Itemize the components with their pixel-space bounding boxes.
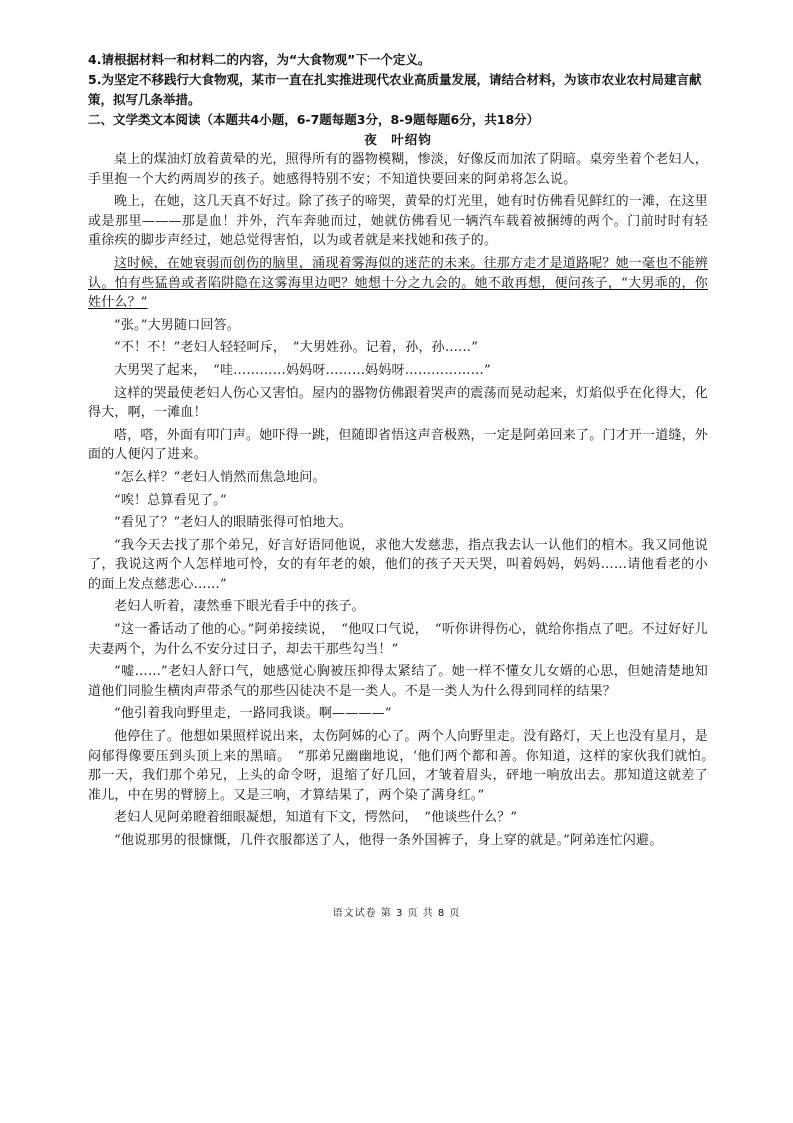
story-paragraph: 老妇人见阿弟瞪着细眼凝想，知道有下文，愕然问， “他谈些什么？”: [114, 810, 518, 826]
story-title: 夜 叶绍钧: [364, 132, 432, 147]
story-paragraph: “不！不！”老妇人轻轻呵斥， “大男姓孙。记着，孙，孙……”: [114, 340, 479, 356]
story-paragraph: “我今天去找了那个弟兄，好言好语同他说，求他大发慈悲，指点我去认一认他们的棺木。我又同他说了，我说这两个人怎样地可怜，女的有年老的娘，他们的孩子天天哭，叫着妈妈，妈妈……请他看老的小的面上发点慈悲心……”: [88, 537, 708, 592]
story-body: [88, 150, 722, 851]
story-paragraph: 他停住了。他想如果照样说出来，太伤阿姊的心了。两个人向野里走。没有路灯，天上也没有星月，是闷郁得像要压到头顶上来的黑暗。 “那弟兄幽幽地说，‘他们两个都和善。你知道，这样的家伙我们就怕。 那一天，我们那个弟兄，上头的命令呀，退缩了好几回，才皱着眉头，砰地一响放出去。那知道这就差了准儿，中在男的臂膀上。又是三响，才算结果了，两个染了满身红。”: [88, 729, 722, 803]
story-paragraph: “嘘……”老妇人舒口气，她感觉心胸被压抑得太紧结了。她一样不懂女儿女婿的心思，但她清楚地知道他们同脸生横肉声带杀气的那些囚徒决不是一类人。不是一类人为什么得到同样的结果？: [88, 664, 708, 699]
story-paragraph: “这一番话动了他的心。”阿弟接续说， “他叹口气说， “听你讲得伤心，就给你指点了吧。不过好好儿夫妻两个，为什么不安分过日子，却去干那些勾当！”: [88, 622, 708, 657]
story-paragraph: 这样的哭最使老妇人伤心又害怕。屋内的器物仿佛跟着哭声的震荡而晃动起来，灯焰似乎在化得大，化得大，啊，一滩血！: [88, 385, 709, 421]
story-paragraph: 嗒，嗒，外面有叩门声。她吓得一跳，但随即省悟这声音极熟，一定是阿弟回来了。门才开一道缝，外面的人便闪了进来。: [88, 427, 709, 463]
question-5: 5.为坚定不移践行大食物观，某市一直在扎实推进现代农业高质量发展，请结合材料，为该市农业农村局建言献策，拟写几条举措。: [88, 72, 702, 107]
question-4: 4.请根据材料一和材料二的内容，为“大食物观”下一个定义。: [88, 52, 431, 67]
story-paragraph: “看见了？”老妇人的眼睛张得可怕地大。: [114, 515, 353, 531]
story-paragraph: 晚上，在她，这几天真不好过。除了孩子的啼哭，黄晕的灯光里，她有时仿佛看见鲜红的一滩，在这里或是那里———那是血！并外，汽车奔驰而过，她就仿佛看见一辆汽车载着被捆缚的两个。门前时时有轻重徐疾的脚步声经过，她总觉得害怕，以为或者就是来找她和孩子的。: [88, 194, 709, 249]
story-paragraph: “张。”大男随口回答。: [114, 317, 240, 333]
page-footer: 语文试卷 第 3 页 共 8 页: [332, 908, 461, 919]
story-paragraph: “他引着我向野里走，一路同我谈。啊————”: [114, 706, 392, 722]
story-paragraph-underlined: 这时候，在她衰弱而创伤的脑里，涌现着雾海似的迷茫的未来。往那方走才是道路呢？她一毫也不能辨认。怕有些猛兽或者陷阱隐在这雾海里边吧？她想十分之九会的。她不敢再想，便问孩子，“大男乖的，你姓什么？”: [88, 255, 709, 311]
story-paragraph: 桌上的煤油灯放着黄晕的光，照得所有的器物模糊，惨淡，好像反而加浓了阴暗。桌旁坐着个老妇人，手里抱一个大约两周岁的孩子。她感得特别不安；不知道快要回来的阿弟将怎么说。: [88, 152, 709, 187]
story-paragraph: “他说那男的很慷慨，几件衣服都送了人，他得一条外国裤子，身上穿的就是。”阿弟连忙闪避。: [114, 833, 663, 848]
story-paragraph: “怎么样？”老妇人悄然而焦急地问。: [114, 469, 326, 485]
story-paragraph: 大男哭了起来， “哇…………妈妈呀………妈妈呀………………”: [114, 362, 491, 378]
story-paragraph: 老妇人听着，凄然垂下眼光看手中的孩子。: [114, 599, 365, 615]
section-heading: 二、文学类文本阅读（本题共4小题，6-7题每题3分，8-9题每题6分，共18分）: [88, 112, 540, 127]
story-paragraph: “唉！总算看见了。”: [114, 492, 227, 508]
exam-page: [88, 50, 722, 854]
